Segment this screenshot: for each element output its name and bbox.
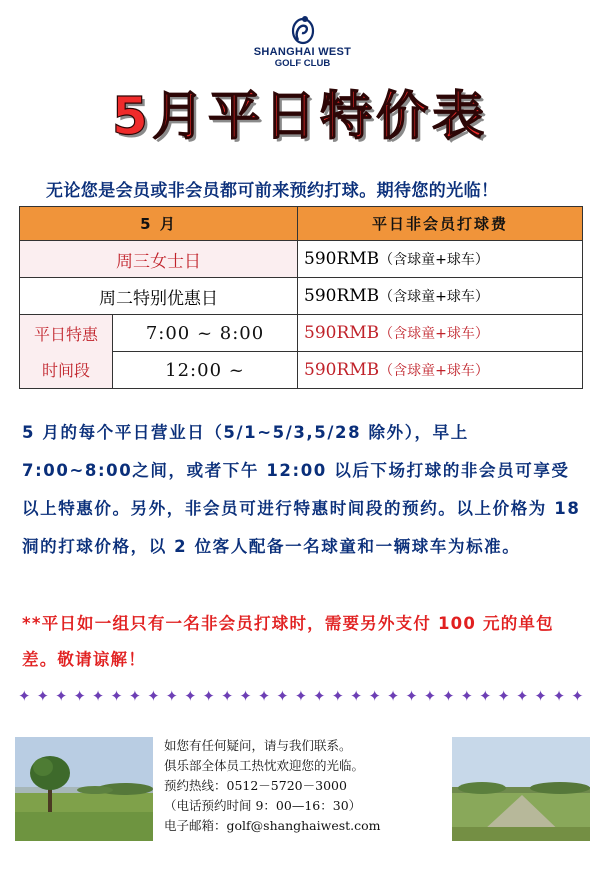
star-icon: ✦ [423, 687, 437, 705]
star-icon: ✦ [257, 687, 271, 705]
star-icon: ✦ [313, 687, 326, 705]
star-icon: ✦ [165, 687, 179, 705]
page-title: 5月平日特价表 [111, 87, 489, 147]
club-logo [245, 14, 360, 76]
price-note: （含球童+球车） [379, 289, 489, 305]
table-row [20, 352, 583, 389]
star-icon: ✦ [128, 687, 142, 705]
price-table [19, 206, 583, 389]
reservation-hours: （电话预约时间 9：00—16：30） [164, 798, 362, 813]
logo-text-line1: SHANGHAI WEST [253, 46, 352, 58]
contact-line: 如您有任何疑问，请与我们联系。 [164, 738, 352, 753]
intro-text: 无论您是会员或非会员都可前来预约打球。期待您的光临！ [46, 181, 499, 201]
star-icon: ✦ [202, 687, 215, 705]
star-icon: ✦ [368, 687, 381, 705]
afternoon-slot-time: 12:00 ~ [113, 352, 298, 389]
table-header-row [20, 207, 583, 241]
star-icon: ✦ [405, 687, 418, 705]
price-value: 590RMB [304, 286, 380, 306]
surcharge-note: **平日如一组只有一名非会员打球时，需要另外支付 100 元的单包差。敬请谅解！ [22, 614, 554, 669]
star-icon: ✦ [460, 687, 474, 705]
morning-slot-time: 7:00 ~ 8:00 [113, 315, 298, 352]
promo-description: 5 月的每个平日营业日（5/1~5/3,5/28 除外），早上 7:00~8:00之间，或者下午 12:00 以后下场打球的非会员可享受以上特惠价。另外，非会员可进行特惠时间段的预约。以上价格为 18 洞的打球价格，以 2 位客人配备一名球童和一辆球车为标准。 [22, 423, 581, 556]
contact-line: 俱乐部全体员工热忱欢迎您的光临。 [164, 758, 365, 773]
contact-info [164, 736, 436, 836]
reservation-hotline: 预约热线：0512－5720－3000 [164, 778, 347, 793]
star-icon: ✦ [571, 687, 584, 705]
special-slot-label-line1: 平日特惠 [20, 315, 113, 352]
price-note: （含球童+球车） [379, 252, 489, 268]
price-value: 590RMB [304, 360, 380, 380]
star-icon: ✦ [552, 687, 566, 705]
afternoon-slot-price [298, 352, 583, 389]
table-row [20, 315, 583, 352]
special-slot-label-line2: 时间段 [20, 352, 113, 389]
star-icon: ✦ [239, 687, 252, 705]
star-icon: ✦ [183, 687, 197, 705]
star-icon: ✦ [91, 687, 105, 705]
star-icon: ✦ [386, 687, 400, 705]
ladies-day-label: 周三女士日 [20, 241, 298, 278]
table-row [20, 278, 583, 315]
star-icon: ✦ [515, 687, 529, 705]
star-icon: ✦ [442, 687, 455, 705]
star-divider [18, 688, 584, 704]
star-icon: ✦ [534, 687, 547, 705]
month-header: 5 月 [20, 207, 298, 241]
swan-emblem-icon [288, 14, 318, 46]
logo-text-line2: GOLF CLUB [274, 58, 331, 69]
price-note: （含球童+球车） [379, 363, 489, 379]
star-icon: ✦ [478, 687, 492, 705]
star-icon: ✦ [497, 687, 510, 705]
golf-course-photo-right [452, 737, 590, 841]
star-icon: ✦ [349, 687, 363, 705]
star-icon: ✦ [294, 687, 308, 705]
star-icon: ✦ [73, 687, 86, 705]
table-row [20, 241, 583, 278]
tuesday-special-label: 周二特别优惠日 [20, 278, 298, 315]
star-icon: ✦ [147, 687, 160, 705]
star-icon: ✦ [110, 687, 123, 705]
price-value: 590RMB [304, 249, 380, 269]
tuesday-special-price [298, 278, 583, 315]
star-icon: ✦ [331, 687, 345, 705]
star-icon: ✦ [36, 687, 50, 705]
price-note: （含球童+球车） [379, 326, 489, 342]
star-icon: ✦ [220, 687, 234, 705]
price-value: 590RMB [304, 323, 380, 343]
star-icon: ✦ [276, 687, 289, 705]
golf-course-photo-left [15, 737, 153, 841]
star-icon: ✦ [18, 687, 31, 705]
morning-slot-price [298, 315, 583, 352]
star-icon: ✦ [54, 687, 68, 705]
fee-header: 平日非会员打球费 [298, 207, 583, 241]
ladies-day-price [298, 241, 583, 278]
contact-email: 电子邮箱：golf@shanghaiwest.com [164, 818, 381, 833]
